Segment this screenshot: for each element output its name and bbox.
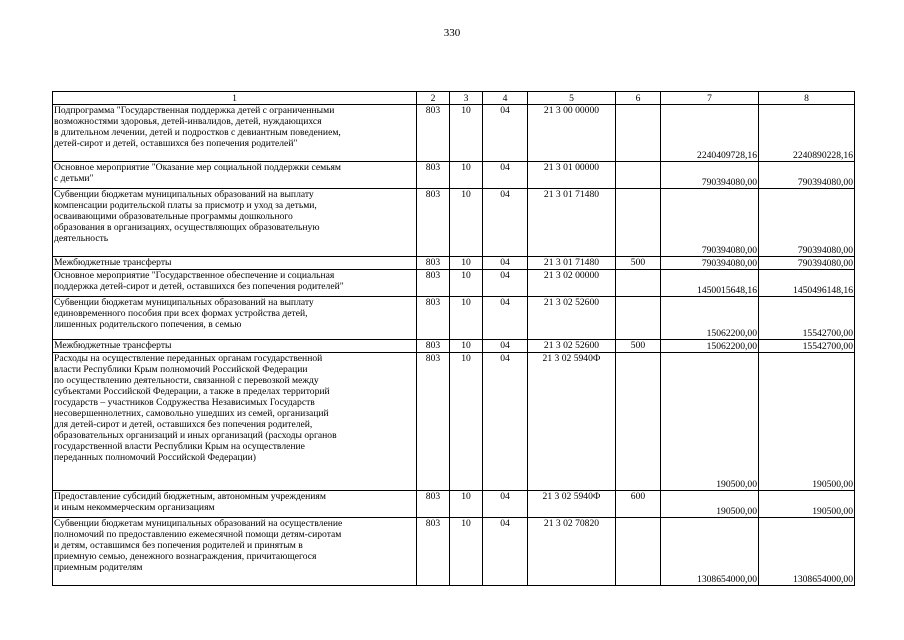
target-article-code: 21 3 02 5940Ф [528, 353, 616, 491]
row-name: Межбюджетные трансферты [53, 340, 417, 353]
section-code: 10 [450, 353, 483, 491]
table-row [53, 340, 855, 353]
row-name: Субвенции бюджетам муниципальных образований на выплату компенсации родительской платы за присмотр и уход за детьми, осваивающими образовательные программы дошкольного образования в организациях, осуществляющих образовательную деятельность [53, 189, 417, 257]
expense-type-code [616, 162, 661, 189]
row-name: Расходы на осуществление переданных органам государственной власти Республики Крым полномочий Российской Федерации по осуществлению деятельности, связанной с перевозкой между субъектами Российской Федерации, а также в пределах территорий государств – участников Содружества Независимых Государств несовершеннолетних, самовольно ушедших из семей, организаций для детей-сирот и детей, оставшихся без попечения родителей, образовательных организаций и иных организаций (расходы органов государственной власти Республики Крым на осуществление переданных полномочий Российской Федерации) [53, 353, 417, 491]
expense-type-code [616, 105, 661, 162]
section-code: 10 [450, 297, 483, 340]
ministry-code: 803 [417, 518, 450, 586]
amount-col7: 790394080,00 [661, 189, 759, 257]
header-cell: 1 [53, 92, 417, 105]
section-code: 10 [450, 105, 483, 162]
ministry-code: 803 [417, 297, 450, 340]
table-row [53, 162, 855, 189]
amount-col7: 190500,00 [661, 353, 759, 491]
target-article-code: 21 3 01 00000 [528, 162, 616, 189]
section-code: 10 [450, 162, 483, 189]
table-header-row [53, 92, 855, 105]
amount-col7: 1308654000,00 [661, 518, 759, 586]
amount-col7: 790394080,00 [661, 162, 759, 189]
ministry-code: 803 [417, 162, 450, 189]
expense-type-code [616, 353, 661, 491]
ministry-code: 803 [417, 257, 450, 270]
section-code: 10 [450, 518, 483, 586]
amount-col8: 190500,00 [759, 491, 855, 518]
header-cell: 5 [528, 92, 616, 105]
target-article-code: 21 3 02 5940Ф [528, 491, 616, 518]
row-name: Субвенции бюджетам муниципальных образований на выплату единовременного пособия при всех формах устройства детей, лишенных родительского попечения, в семью [53, 297, 417, 340]
amount-col8: 1308654000,00 [759, 518, 855, 586]
header-cell: 4 [483, 92, 528, 105]
subsection-code: 04 [483, 491, 528, 518]
target-article-code: 21 3 02 00000 [528, 270, 616, 297]
subsection-code: 04 [483, 257, 528, 270]
amount-col8: 190500,00 [759, 353, 855, 491]
ministry-code: 803 [417, 270, 450, 297]
subsection-code: 04 [483, 105, 528, 162]
table-row [53, 105, 855, 162]
subsection-code: 04 [483, 162, 528, 189]
amount-col7: 2240409728,16 [661, 105, 759, 162]
row-name: Основное мероприятие "Государственное обеспечение и социальная поддержка детей-сирот и детей, оставшихся без попечения родителей" [53, 270, 417, 297]
budget-table [52, 91, 855, 586]
table-row [53, 491, 855, 518]
row-name: Предоставление субсидий бюджетным, автономным учреждениям и иным некоммерческим организациям [53, 491, 417, 518]
ministry-code: 803 [417, 105, 450, 162]
section-code: 10 [450, 340, 483, 353]
page-number: 330 [443, 27, 461, 39]
ministry-code: 803 [417, 189, 450, 257]
subsection-code: 04 [483, 189, 528, 257]
target-article-code: 21 3 02 52600 [528, 297, 616, 340]
table-row [53, 257, 855, 270]
header-cell: 2 [417, 92, 450, 105]
row-name: Подпрограмма "Государственная поддержка детей с ограниченными возможностями здоровья, детей-инвалидов, детей, нуждающихся в длительном лечении, детей и подростков с девиантным поведением, детей-сирот и детей, оставшихся без попечения родителей" [53, 105, 417, 162]
ministry-code: 803 [417, 353, 450, 491]
expense-type-code [616, 518, 661, 586]
amount-col8: 2240890228,16 [759, 105, 855, 162]
row-name: Субвенции бюджетам муниципальных образований на осуществление полномочий по предоставлению ежемесячной помощи детям-сиротам и детям, оставшимся без попечения родителей и принятым в приемную семью, денежного вознаграждения, причитающегося приемным родителям [53, 518, 417, 586]
subsection-code: 04 [483, 518, 528, 586]
target-article-code: 21 3 01 71480 [528, 189, 616, 257]
row-name: Основное мероприятие "Оказание мер социальной поддержки семьям с детьми" [53, 162, 417, 189]
section-code: 10 [450, 257, 483, 270]
section-code: 10 [450, 491, 483, 518]
ministry-code: 803 [417, 340, 450, 353]
expense-type-code [616, 189, 661, 257]
amount-col8: 15542700,00 [759, 297, 855, 340]
amount-col8: 790394080,00 [759, 162, 855, 189]
amount-col7: 190500,00 [661, 491, 759, 518]
target-article-code: 21 3 01 71480 [528, 257, 616, 270]
expense-type-code [616, 297, 661, 340]
expense-type-code [616, 270, 661, 297]
amount-col7: 790394080,00 [661, 257, 759, 270]
amount-col8: 790394080,00 [759, 257, 855, 270]
table-row [53, 297, 855, 340]
amount-col7: 15062200,00 [661, 340, 759, 353]
target-article-code: 21 3 02 70820 [528, 518, 616, 586]
table-row [53, 353, 855, 491]
amount-col8: 790394080,00 [759, 189, 855, 257]
section-code: 10 [450, 270, 483, 297]
expense-type-code: 500 [616, 257, 661, 270]
table-row [53, 189, 855, 257]
expense-type-code: 600 [616, 491, 661, 518]
header-cell: 6 [616, 92, 661, 105]
subsection-code: 04 [483, 340, 528, 353]
ministry-code: 803 [417, 491, 450, 518]
subsection-code: 04 [483, 270, 528, 297]
row-name: Межбюджетные трансферты [53, 257, 417, 270]
table-row [53, 270, 855, 297]
amount-col8: 1450496148,16 [759, 270, 855, 297]
section-code: 10 [450, 189, 483, 257]
subsection-code: 04 [483, 353, 528, 491]
header-cell: 3 [450, 92, 483, 105]
amount-col7: 1450015648,16 [661, 270, 759, 297]
subsection-code: 04 [483, 297, 528, 340]
expense-type-code: 500 [616, 340, 661, 353]
header-cell: 8 [759, 92, 855, 105]
target-article-code: 21 3 02 52600 [528, 340, 616, 353]
table-row [53, 518, 855, 586]
amount-col7: 15062200,00 [661, 297, 759, 340]
amount-col8: 15542700,00 [759, 340, 855, 353]
header-cell: 7 [661, 92, 759, 105]
target-article-code: 21 3 00 00000 [528, 105, 616, 162]
